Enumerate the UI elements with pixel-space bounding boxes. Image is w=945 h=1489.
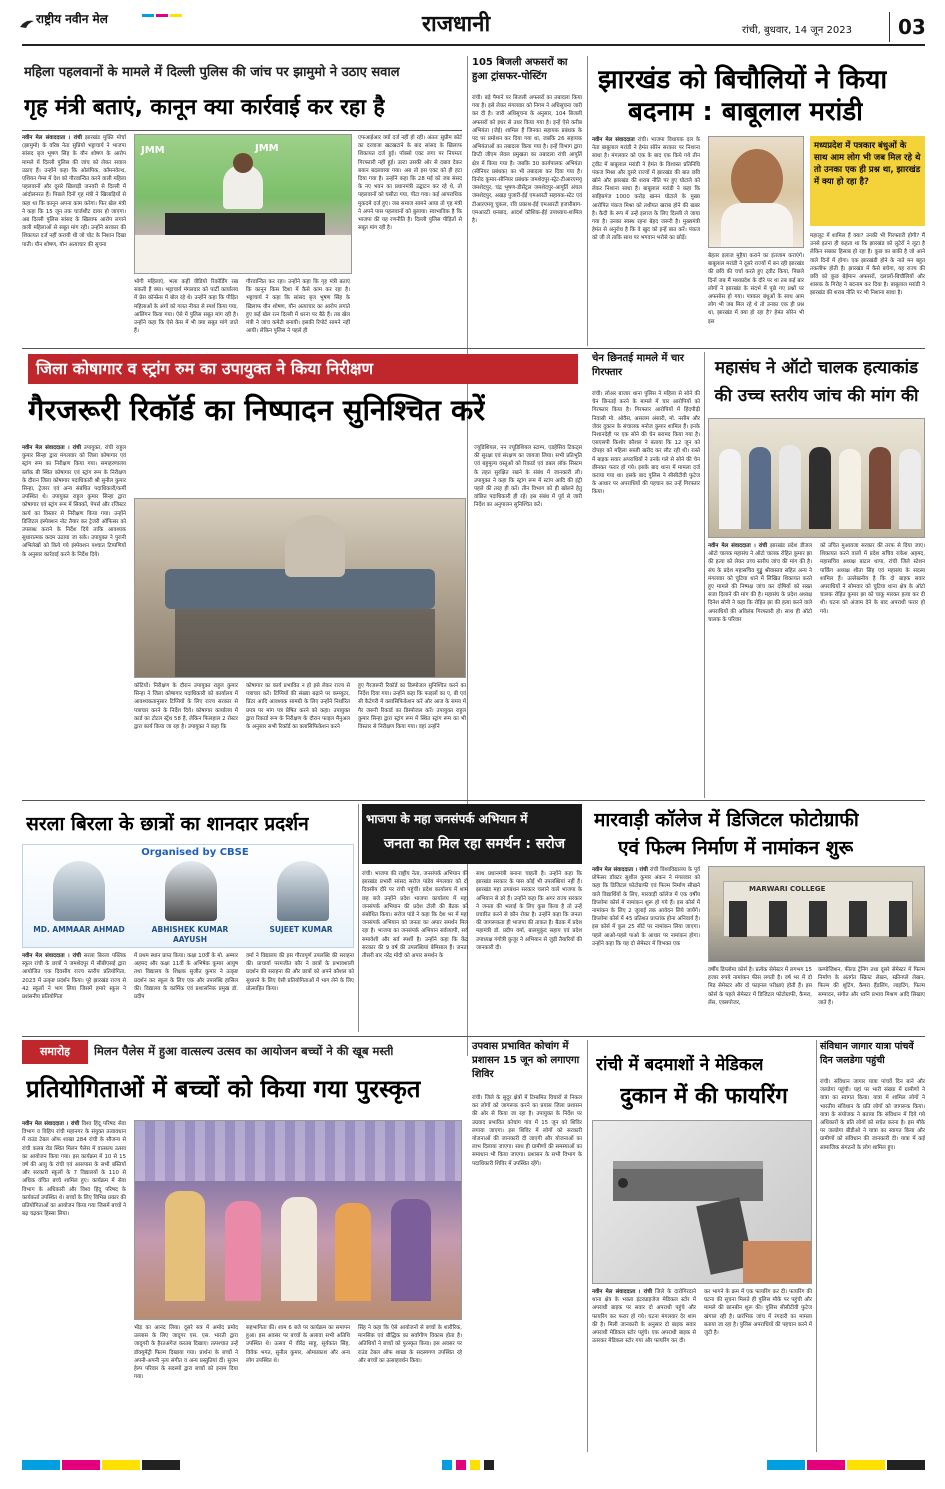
article-text: गौरवान्वित कर रहा। उन्होंने कहा कि गृह मंत्री बताएं कि कानून किस दिशा में कैसे काम कर रहा है। भट्टाचार्य ने कहा कि सांसद बृज भूषण सिंह के खिलाफ यौन शोषण, यौन अत्याचार का आरोप लगाते हुए कई खेल रत्न दिल्ली में धरना पर बैठे हैं। तब खेल मंत्री ने जांच कमेटी बनायी। इसकी रिपोर्ट सामने नहीं आयी। लेकिन पुलिस ने पहले ही (246, 279, 350, 335)
photo-auto-federation (708, 418, 925, 538)
article-text: ज्यूडिशियल, नन ज्यूडिशियल स्टाम्प, एडहेसिव टिकट्स की सुरक्षा एवं संरक्षण का जायजा लिया। सभी प्रतिभूति एवं बहुमूल्य वस्तुओं को रिकार्ड एवं डबल लॉक सिस्टम के तहत सुरक्षित रखने के संबंध में जानकारी ली। उपायुक्त ने कहा कि स्ट्रांग रूम में स्टांप आदि की इंट्री पहले की तरह ही करें। तीन विभाग को ही खोलने हेतु वांछित पदाधिकारी ही रहें। इस संबंध में पूर्व से जारी निर्देश का अनुपालन सुनिश्चित करें। (474, 445, 582, 509)
article-text: बेहतर इलाज मुहैया कराने का इंतजाम कराएंगे। बाबूलाल मरांडी ने दूसरे राज्यों में बन रही झारखंड की छवि की चर्चा करते हुए ट्वीट किया, पिछले दिनों जब मैं मध्यप्रदेश के दौरे पर था तब कई बार लोगों ने झारखंड के संदर्भ में पूछे गए प्रश्नों पर अफसोस हो गया। पत्रकार बंधुओं के साथ आम लोग भी जब मिल रहे थे तो उनका एक ही प्रश्न था, झारखंड में क्या हो रहा है? हेमंत सोरेन भी इस (708, 253, 804, 325)
organised-by-cbse: Organised by CBSE (141, 847, 249, 858)
story-headline: झारखंड को बिचौलियों ने किया (598, 65, 888, 95)
footer-color-bar (22, 1460, 925, 1472)
label-samaroh: समारोह (22, 1040, 88, 1064)
article-text: कर भागने के क्रम में एक फायरिंग कर दी। फायरिंग की घटना की सूचना मिलते ही पुलिस मौके पर पहुंची और मामले की छानबीन शुरू की। पुलिस सीसीटीवी फुटेज खंगाल रही है। प्रारंभिक जांच में रंगदारी का मामला बताया जा रहा है। पुलिस अपराधियों की पहचान करने में जुटी है। (704, 1289, 812, 1337)
paper-name: राष्ट्रीय नवीन मेल (36, 12, 108, 26)
story-chain-snatching (592, 352, 700, 798)
student-photo-3 (277, 861, 329, 921)
article-text: एफआईआर क्यों दर्ज नहीं हो रही। अंततः सुप्रीम कोर्ट का दरवाजा खटखटाने के बाद सांसद के खिलाफ शिकायत दर्ज हुई। पॉक्सो एक्ट लगा पर नियमतः गिरफ्तारी नहीं हुई। उल्टा उसकी ओर से दबाव देकर बयान बदलवाया गया। अब तो इस एक्ट को ही हटा दिया गया है। उन्होंने कहा कि 28 मई को जब संसद के नए भवन का प्रधानमंत्री उद्घाटन कर रहे थे, तो पहलवानों को घसीटा गया, पीटा गया। कई आपराधिक मुकदमे दर्ज हुए। जब समाज सामने आया तो गृह मंत्री ने अपने पास पहलवानों को बुलाया। स्वाभाविक है कि भाजपा की यह रणनीति है। दिल्ली पुलिस पीड़ितों से सबूत मांग रही है। (358, 135, 462, 232)
article-text: सिंह ने कहा कि ऐसे आयोजनों से बच्चों के शारीरिक, मानसिक एवं बौद्धिक का सर्वांगीण विकास होता है। अतिथियों ने बच्चों को पुरस्कृत किया। इस अवसर पर राउंड टेबल ऑफ शाखा के सदस्यगण उपस्थित रहे और बच्चों का उत्साहवर्धन किया। (358, 1325, 462, 1364)
college-sign: MARWARI COLLEGE (749, 885, 826, 893)
article-text: भोगी महिलाएं, भला कहीं वीडियो रिकॉर्डिंग रख सकती हैं क्या। भट्टाचार्य मंगलवार को पार्टी कार्यालय में प्रेस कॉन्फ्रेंस में बोल रहे थे। उन्होंने कहा कि पीड़ित महिलाओं के अंगों को गलत नीयत से स्पर्श किया गया, आलिंगन किया गया। ऐसे में पुलिस सबूत मांग रही है। उन्होंने कहा कि ऐसे केस में भी क्या सबूत मांगे जाते हैं। (134, 279, 238, 335)
byline: नवीन मेल संवाददाता । रांची (22, 135, 82, 141)
article-text: कोषागार का कार्य प्रभावित न हो इसे लेकर राज्य से पत्राचार करें। टिप्पियों की संख्या बढ़ाने पर कम्प्यूटर, प्रिंटर आदि आवश्यक सामग्री के लिए उन्होंने निर्धारित प्रपत्र पर मांग पत्र प्रेषित करने को कहा। उपायुक्त द्वारा रिकार्ड रूम के निरीक्षण के दौरान फाइल मैनुअल के अनुसार सभी रिकॉर्ड का क्लासिफिकेशन करने (246, 683, 350, 731)
story-marwari-college (592, 804, 925, 1032)
article-text: कोटियों। निरीक्षण के दौरान उपायुक्त राहुल कुमार सिन्हा ने जिला कोषागार पदाधिकारी को कार्यालय में आवश्यकतानुसार टिप्पियों के लिए राज्य सरकार से पत्राचार करने के निर्देश दिये। कोषागार कार्यालय में कार्ड का टोटल स्ट्रेंथ 58 है, लेकिन फिलहाल 2 रोस्टर द्वारा कार्य किया जा रहा है। उपायुक्त ने कहा कि (134, 683, 238, 731)
article-text: महालूट में शामिल हैं क्या? उनकी भी गिरफ्तारी होगी? मैं उनसे इतना ही कहता था कि झारखंड को लुटेरों ने लूटा है लेकिन सबका हिसाब हो रहा है। कुछ का बाकी है जो आने वाले दिनों में होगा। एक झारखंडी होने के नाते मन बहुत तकलीफ होती है। झारखंड में कैसे बचेगा, यह राज्य की छवि को कुछ बेईमान अफसरों, दलालों-बिचौलियों और शासक के गिरोह ने बदनाम कर दिया है। बाबूलाल मरांडी ने झारखंड की शराब नीति पर भी निशाना साधा है। (810, 233, 925, 297)
article-text: झारखंड प्रदेश डीजल ऑटो चालक महासंघ ने ऑटो चालक रोहित कुमार झा की हत्या को लेकर उच्च स्तरीय जांच की मांग की है। संघ के प्रदेश महासचिव गुड्डु श्रीवास्तव सहित अन्य ने मंगलवार को चुटिया थाने में लिखित शिकायत करते हुए मामले की निष्पक्ष जांच कर दोषियों को सख्त सजा दिलाने की मांग की है। महासंघ के प्रदेश अध्यक्ष दिनेश सोनी ने कहा कि रोहित झा की हत्या करने वाले अपराधियों की अविलंब गिरफ्तारी हो। साथ ही ऑटो चालक के परिवार (708, 543, 812, 623)
story-headline: गैरजरूरी रिकॉर्ड का निष्पादन सुनिश्चित करें (28, 393, 486, 427)
pullquote: मध्यप्रदेश में पत्रकार बंधुओं के साथ आम लोग भी जब मिल रहे थे तो उनका एक ही प्रश्न था, झारखंड में क्या हो रहा है? (810, 136, 925, 226)
article-text: जिले के दारोगिरदाने थाना क्षेत्र के भक्ता इंटरप्राइजेज मेडिकल स्टोर में अपराधी बाइक पर सवार दो अपराधी पहुंचे और फायरिंग कर फरार हो गये। घटना मंगलवार देर शाम की है। मिली जानकारी के अनुसार दो बाइक सवार अपराधी मेडिकल स्टोर पहुंचे। एक अपराधी बाइक से उतरकर मेडिकल स्टोर गया और फायरिंग कर दी। (592, 1289, 696, 1345)
story-headline: भाजपा के महा जनसंपर्क अभियान में (366, 812, 528, 826)
story-auto-driver (708, 352, 925, 798)
story-headline-2: दुकान में की फायरिंग (620, 1084, 788, 1109)
story-headline: उपवास प्रभावित कोचांग में प्रशासन 15 जून को लगाएगा शिविर (472, 1041, 580, 1080)
article-text: विश्व हिंदू परिषद सेवा विभाग व विहिप रांची महानगर के संयुक्त तत्वावधान में राउंड टेबल ऑफ शाखा 284 रांची के सौजन्य से रांची कलब रोड स्थित मिलन पैलेस में वात्सल्य उत्सव का आयोजन किया गया। इस कार्यक्रम में 10 से 15 वर्ष की आयु के रांची एवं आसपास के सभी बस्तियों और सरकारी स्कूलों के 7 विद्यालयों के 110 से अधिक वंचित बच्चे शामिल हुए। कार्यक्रम में सेवा विभाग के अधिकारी और विश्व हिंदू परिषद के कार्यकर्ता उपस्थित थे। बच्चों के लिए विभिन्न प्रकार की प्रतियोगिताओं का आयोजन किया गया जिसमें बच्चों ने बढ़ चढ़कर हिस्सा लिया। (22, 1121, 126, 1218)
article-text: रांची। भाजपा की राष्ट्रीय नेता, जनसंपर्क अभियान की झारखंड प्रभारी सांसद सरोज पांडेय मंगलवार को दो दिवसीय दौरे पर रांची पहुंचीं। प्रदेश कार्यालय में शाम छह बजे उन्होंने प्रदेश भाजपा कार्यालय में महा जनसंपर्क अभियान की प्रदेश टोली की बैठक को संबोधित किया। सरोज पांडे ने कहा कि देश भर में महा जनसंपर्क अभियान को जनता का अपार समर्थन मिल रहा है। भाजपा का जनसंपर्क अभियान सर्वव्यापी, सर्व समावेशी और सर्व स्पर्शी है। उन्होंने कहा कि केंद्र सरकार की 9 वर्ष की उपलब्धियां बेमिसाल हैं। जनता तीसरी बार नरेंद्र मोदी को अपार समर्थन के (362, 871, 468, 960)
story-headline-2: बदनाम : बाबूलाल मरांडी (628, 97, 863, 127)
byline: नवीन मेल संवाददाता (592, 137, 635, 143)
student-photo-1 (53, 861, 105, 921)
jmm-board-2: JMM (255, 143, 279, 154)
story-headline: संविधान जागार यात्रा पांचवें दिन जलडेगा पहुंची (820, 1041, 914, 1066)
story-headline: 105 बिजली अफसरों का हुआ ट्रांसफर-पोस्टिंग (472, 57, 568, 82)
photo-meeting (134, 498, 466, 678)
section-title: राजधानी (422, 12, 491, 37)
photo-marandi (708, 136, 804, 248)
photo-press-conference (134, 134, 352, 274)
pistol-icon (593, 1121, 812, 1284)
student-name-3: SUJEET KUMAR (269, 925, 333, 934)
dateline: रांची, बुधवार, 14 जून 2023 (742, 25, 852, 36)
article-text: रांची। बड़े पैमाने पर बिजली अफसरों का तबादला किया गया है। इसे लेकर मंगलवार को निगम ने अधिसूचना जारी कर दी है। जारी अधिसूचना के अनुसार, 104 बिजली अफसरों को इधर से उधर किया गया है। इन्हें ऐसे करीब अभियंता (जेई) शामिल हैं जिनका सहायक प्रबंधक के पद पर प्रमोशन कर दिया गया था, जबकि 26 सहायक अभियंताओं का तबादला किया गया है। इन्हें विभाग द्वारा डिप्टी जीएम लेवल प्रमुखता का तबादला रांची आपूर्ति क्षेत्र में किया गया है। जबकि 30 कार्यपालक अभियंता (सीनियर प्रबंधक) का भी तबादला कर दिया गया है। विनोद कुमार-सीनियर प्रबंधक जमशेदपुर-स्ट्रेट-टीआरएमयू जमशेदपुर, चंद्र भूषण-डीसेंट्रल जमशेदपुर-आपूर्ति अंचल जमशेदपुर, अखड़ पुजारी-ईई एमआरटी सहायक-स्टेट एवं टीआरएमयू चुकल, रवि प्रकाश-ईई एमआरटी हजारीबाग-एमआरटी धनबाद, आदर्श कौशिक-ईई उपाध्याय-शामिल है। (472, 95, 582, 225)
article-text: रांची। लोअर बाजार थाना पुलिस ने महिला से सोने की चेन छिनतई करने के मामले में चार आरोपियों को गिरफ्तार किया है। गिरफ्तार आरोपियों में हिंदपीढ़ी निवासी मो. ओवैस, असलम अंसारी, मो. नसीम और जेवर दुकान के संचालक मनोज कुमार शामिल हैं। इनके निशानदेही पर एक सोने की चेन बरामद किया गया है। एसएसपी किशोर कौशल ने बताया कि 12 जून को दोपहर को महिला सब्जी खरीद कर लौट रही थी। रास्ते में बाइक सवार अपराधियों ने उनके गले से सोने की चेन छीनकर फरार हो गये। इसके बाद थाना में मामला दर्ज कराया गया था। इसके बाद पुलिस ने सीसीटीवी फुटेज के आधार पर अपराधियों की पहचान कर उन्हें गिरफ्तार किया। (592, 391, 700, 496)
article-text: सहभागिता की। शाम 6 बजे पर कार्यक्रम का समापन हुआ। इस अवसर पर बच्चों के अलावा सभी अतिथि उपस्थित थे। उत्सव में वीरेंद्र साहू, सूर्यकांत सिंह, विवेक भगत, सुनील कुमार, ओमप्रकाश और अन्य लोग उपस्थित थे। (246, 1325, 350, 1364)
students-panel (22, 844, 354, 948)
page-number: 03 (898, 15, 926, 39)
article-text: कम्पोजिशन, फील्ड ट्रेनिंग तथा दूसरे सेमेस्टर में फिल्म निर्माण के अंतर्गत स्क्रिप्ट लेखन, स्क्रीनप्ले लेखन, फिल्म की शूटिंग, कैमरा हैंडलिंग, लाइटिंग, फिल्म सम्पादन, संगीत और ध्वनि प्रभाव मिश्रण आदि सिखाए जाते हैं। (818, 967, 925, 1006)
bird-logo-icon (20, 14, 34, 24)
article-text: हुए गैरजरूरी रिकॉर्ड का डिस्पोजल सुनिश्चित करने का निर्देश दिया गया। उन्होंने कहा कि फाइलों का ए, बी एवं सी कैटेगरी में क्लासिफिकेशन करें और आज के समय में गैर जरूरी रिकार्ड का डिस्पोजल करें। उपायुक्त राहुल कुमार सिन्हा द्वारा स्ट्रांग रूम में स्थित स्ट्रांग रूम का भी विस्तार से निरीक्षण किया गया। वहां उन्होंने (358, 683, 466, 731)
byline: नवीन मेल संवाददाता । रांची (708, 543, 768, 549)
story-headline: मारवाड़ी कॉलेज में डिजिटल फोटोग्राफी (594, 809, 859, 831)
article-text: वर्मा ने विद्यालय की इस गौरवपूर्ण उपलब्धि की सराहना की। प्राचार्या परमजीत कौर ने छात्रों के प्रभावशाली प्रदर्शन की सराहना की और छात्रों को अपने कौशल को सुधारने के लिए ऐसी प्रतियोगिताओं में भाग लेने के लिए प्रोत्साहित किया। (246, 953, 354, 992)
article-text: साथ प्रधानमंत्री बनाना चाहती है। उन्होंने कहा कि झारखंड सरकार के पास कोई भी उपलब्धियां नहीं हैं। झारखंड महा ठगबंधन सरकार चलाने वाले भाजपा के अभियान से डरे हैं। उन्होंने कहा कि अगर राज्य सरकार ने जनता की भलाई के लिए कुछ किया है तो उन्हें प्रचारित करने से कौन रोका है। उन्होंने कहा कि जनता की जागरूकता ही भाजपा की ताकत है। बैठक में प्रदेश महामंत्री डॉ. प्रदीप वर्मा, बालमुकुंद सहाय एवं प्रदेश उपाध्यक्ष गंगोत्री कुजूर ने अभियान से जुड़ी तैयारियों की जानकारी दी। (476, 871, 582, 951)
article-text: झारखंड मुक्ति मोर्चा (झामुमो) के वरिष्ठ नेता सुप्रियो भट्टाचार्य ने भाजपा सांसद बृज भूषण सिंह के यौन शोषण के आरोप मामले में दिल्ली पुलिस की जांच को लेकर सवाल उठाए हैं। उन्होंने कहा कि ओलंपिक, कॉमनवेल्थ, एशियन गेम्स में देश को गौरवान्वित करने वाली महिला पहलवानों और दूसरे खिलाड़ी जनवरी से दिल्ली में आंदोलनरत हैं। पिछले दिनों गृह मंत्री ने खिलाड़ियों से कहा था कि कानून अपना काम करेगा। फिर खेल मंत्री ने कहा कि 15 जून तक चार्जशीट दायर हो जाएगा। अब दिल्ली पुलिस सांसद के खिलाफ आरोप लगाने वाली महिलाओं से सबूत मांग रही। उन्होंने सरकार की शिकायत दर्ज नहीं करायी थी जो चोट के निशान दिखा पाती। यौन शोषण, यौन अत्याचार की सूचना (22, 135, 126, 248)
byline: नवीन मेल संवाददाता । रांची (22, 953, 81, 959)
byline: नवीन मेल संवाददाता । रांची (22, 1121, 80, 1127)
story-sarla-birla (22, 804, 354, 1032)
article-text: रांची। संविधान जागार यात्रा पांचवें दिन बाने और जलडेगा पहुंची। यहां पर भारी संख्या में ग्रामीणों ने यात्रा का स्वागत किया। यात्रा में शामिल लोगों ने भारतीय संविधान के प्रति लोगों को जागरूक किया। यात्रा के संयोजक ने बताया कि संविधान में दिये गये अधिकारों के प्रति लोगों को सचेत करना है। इस मौके पर जलडेगा बीडीओ ने यात्रा का स्वागत किया और ग्रामीणों को संविधान की जानकारी दी। यात्रा में कई सामाजिक संगठनों के लोग शामिल हुए। (820, 1079, 925, 1151)
story-kicker: महिला पहलवानों के मामले में दिल्ली पुलिस की जांच पर झामुमो ने उठाए सवाल (24, 65, 400, 80)
article-text: भीड़ का आनंद लिया। दूसरे सत्र में अमोद प्रमोद उल्लास के लिए जादूगर एस. एस. भारती द्वारा जादूगरी के हैरतअंगेज करतब दिखाए। तत्पश्चात उन्हें डॉक्यूमेंट्री फिल्म दिखाया गया। प्रार्थना के बच्चों ने अपनी-अपनी नृत्य संगीत व अन्य प्रस्तुतियां दीं। सुजन हेल्प परिवार के सदस्यों द्वारा बच्चों को इनाम दिया गया। (134, 1325, 238, 1381)
article-text: रांची विश्वविद्यालय के पूर्व प्रोफेसर डॉक्टर सुशील कुमार अंकन ने मंगलवार को कहा कि डिजिटल फोटोग्राफी एवं फिल्म निर्माण सीखने वाले विद्यार्थियों के लिए, मारवाड़ी कॉलेज में एक वर्षीय डिप्लोमा कोर्स में नामांकन शुरू हो गये हैं। इस कोर्स में नामांकन के लिए 2 जुलाई तक आवेदन लिये जायेंगे। डिप्लोमा कोर्स में 45 प्रतिशत प्राप्तांक होना अनिवार्य है। इस कोर्स में कुल 25 सीटें पर नामांकन लिया जाएगा। पहले आओ-पहले पाओ के आधार पर नामांकन होगा। उन्होंने कहा कि यह दो सेमेस्टर में विभक्त एक (592, 867, 700, 947)
story-treasury-inspection (22, 352, 582, 798)
article-text: को उचित मुआवजा सरकार की तरफ से दिया जाए। शिकायत करने वालों में प्रदेश सचिव राकेश अहमद, महासचिव अध्यक्ष बाटल थापा, रांची जिले स्टेशन पार्किंग अध्यक्ष शीता सिंह एवं महासंघ के सदस्य शामिल हैं। उल्लेखनीय है कि दो बाइक सवार अपराधियों ने सोमवार को चुटिया थाना क्षेत्र के ऑटो चालक रोहित कुमार झा को चाकू मारकर हत्या कर दी थी। घटना को अंजाम देने के बाद अपराधी फरार हो गये। (820, 543, 925, 615)
byline: नवीन मेल संवाददाता । रांची (592, 867, 648, 873)
photo-college (708, 866, 925, 962)
story-vatsalya-utsav (22, 1040, 462, 1452)
story-headline: सरला बिरला के छात्रों का शानदार प्रदर्शन (26, 813, 309, 835)
student-photo-2 (165, 861, 217, 921)
byline: नवीन मेल संवाददाता । रांची (592, 1289, 653, 1295)
story-headline: महासंघ ने ऑटो चालक हत्याकांड की उच्च स्तरीय जांच की मांग की (714, 358, 919, 406)
story-headline: रांची में बदमाशों ने मेडिकल (596, 1055, 764, 1075)
byline: नवीन मेल संवाददाता । रांची (22, 445, 81, 451)
story-samvidhan-yatra (820, 1040, 925, 1452)
photo-pistol (592, 1120, 812, 1284)
story-headline: प्रतियोगिताओं में बच्चों को किया गया पुरस्कृत (26, 1075, 421, 1103)
story-headline: चेन छिनतई मामले में चार गिरफ्तार (592, 353, 684, 378)
article-text: सरला बिरला पब्लिक स्कूल रांची के छात्रों ने जमशेदपुर में सीबीएसई द्वारा आयोजित एक दिवसीय राज्य स्तरीय प्रतियोगिता, 2023 में उत्कृष्ट प्रदर्शन किया। पूरे झारखंड राज्य से 42 स्कूलों ने भाग लिया जिसमें हमारे स्कूल ने प्रशंसनीय प्रतियोगिता (22, 953, 126, 1001)
story-bjp-campaign (362, 804, 582, 1032)
story-headline-2: जनता का मिल रहा समर्थन : सरोज (384, 836, 566, 852)
band-kicker: जिला कोषागार व स्ट्रांग रुम का उपायुक्त ने किया निरीक्षण (28, 354, 578, 384)
story-babulal-marandi (592, 56, 925, 346)
article-text: रांची। भाजपा विधायक दल के नेता बाबूलाल मरांडी ने हेमंत सोरेन सरकार पर निशाना साधा है। मंगलवार को एक के बाद एक किये गये तीन ट्वीट में बाबूलाल मरांडी ने हेमंत के विश्वस्त प्रतिनिधि पंकज मिश्रा और दूसरे राज्यों में झारखंड की बात छवि खोने और झारखंड की शराब नीति पर हुए घोटाले को लेकर निशाना साधा है। बाबूलाल मरांडी ने कहा कि साहिबगंज 1000 करोड़ खनन घोटाले के मुख्य आरोपित पंकज मिश्रा को तथीयत खराब होने की खबर है। कैदी के रूप में उन्हें इलाज के लिए दिल्ली ले जाया गया है। उनका स्वस्थ रहना बेहद जरूरी है। मुख्यमंत्री हेमंत से अनुरोध है कि वे खुद को इन्हें बात करें। पंकज को जी ले ताकि साथ पर भगवान भरोसे का छोड़ें। (592, 137, 700, 242)
story-headline: गृह मंत्री बताएं, कानून क्या कार्रवाई कर रहा है (24, 95, 385, 120)
jmm-board: JMM (141, 145, 165, 156)
student-name-2: ABHISHEK KUMAR AAYUSH (151, 925, 229, 944)
article-text: रांची। जिले के सुदूर क्षेत्रों में टिम्बमित विचारों से निकल कर लोगों को जागरूक करने का प्रयास जिला प्रशासन की ओर से किया जा रहा है। उपायुक्त के निर्देश पर उग्रवाद प्रभावित कोचांग गांव में 15 जून को शिविर लगाया जाएगा। इस शिविर में लोगों को सरकारी योजनाओं की जानकारी दी जाएगी और योजनाओं का लाभ दिलाया जाएगा। साथ ही ग्रामीणों की समस्याओं का समाधान भी किया जाएगा। प्रशासन के सभी विभाग के पदाधिकारी शिविर में उपस्थित रहेंगे। (472, 1095, 582, 1167)
student-name-1: MD. AMMAAR AHMAD (33, 925, 125, 934)
masthead (0, 0, 945, 58)
story-medical-firing (592, 1040, 812, 1452)
article-text: में प्रथम स्थान प्राप्त किया। कक्षा 10वीं के मो. अम्मार अहमद और कक्षा 11वीं के अभिषेक कुमार आयुष तथा विद्यालय के शिक्षक सुजीत कुमार ने उत्कृष्ट प्रदर्शन कर स्कूल के लिए एक और उपलब्धि हासिल की। विद्यालय के कार्मिक एवं प्रशासनिक प्रमुख डॉ. प्रदीप (134, 953, 238, 1001)
article-text: वर्षीय डिप्लोमा कोर्स है। प्रत्येक सेमेस्टर में लगभग 15 हजार रुपये नामांकन फीस लगती है। वर्ष भर में दो मिड सेमेस्टर और दो फाइनल परीक्षाएं होती हैं। इस कोर्स के पहले सेमेस्टर में डिजिटल फोटोग्राफी, कैमरा, लेंस, एक्सपोजर, (708, 967, 812, 1006)
story-power-transfers (472, 56, 582, 346)
story-kicker: मिलन पैलेस में हुआ वात्सल्य उत्सव का आयोजन बच्चों ने की खूब मस्ती (94, 1044, 394, 1058)
story-jmm-wrestlers (22, 52, 462, 342)
article-text: उपायुक्त, रांची राहुल कुमार सिन्हा द्वारा मंगलवार को जिला कोषागार एवं स्ट्रांग रूम का निरीक्षण किया गया। समाहरणालय ब्लॉक बी स्थित कोषागार एवं स्ट्रांग रूम के निरीक्षण के दौरान जिला कोषागार पदाधिकारी श्री सुनील कुमार सिन्हा, ट्रेजरर एवं अन्य संबंधित पदाधिकारी/कर्मी उपस्थित थे। उपायुक्त राहुल कुमार सिन्हा द्वारा कोषागार एवं स्ट्रांग रूम में सिक्कों, पेपर्स और रजिस्टर कार्य का विस्तार से निरीक्षण किया गया। उन्होंने डिजिटल इंस्पेक्शन नोट तैयार कर ट्रेजरी ऑफिसर को उपलब्ध कराने के निर्देश दिये ताकि आवश्यक सुधारात्मक कदम उठाया जा सके। उपायुक्त ने पुरानी अभिलेखों को किये गये इंस्पेक्शन पश्चात टिप्पणियों के अनुसार कार्रवाई करने के निर्देश दिये। (22, 445, 126, 558)
photo-children-event (134, 1120, 462, 1320)
story-kochang-camp (472, 1040, 582, 1452)
story-headline-2: एवं फिल्म निर्माण में नामांकन शुरू (618, 837, 854, 859)
